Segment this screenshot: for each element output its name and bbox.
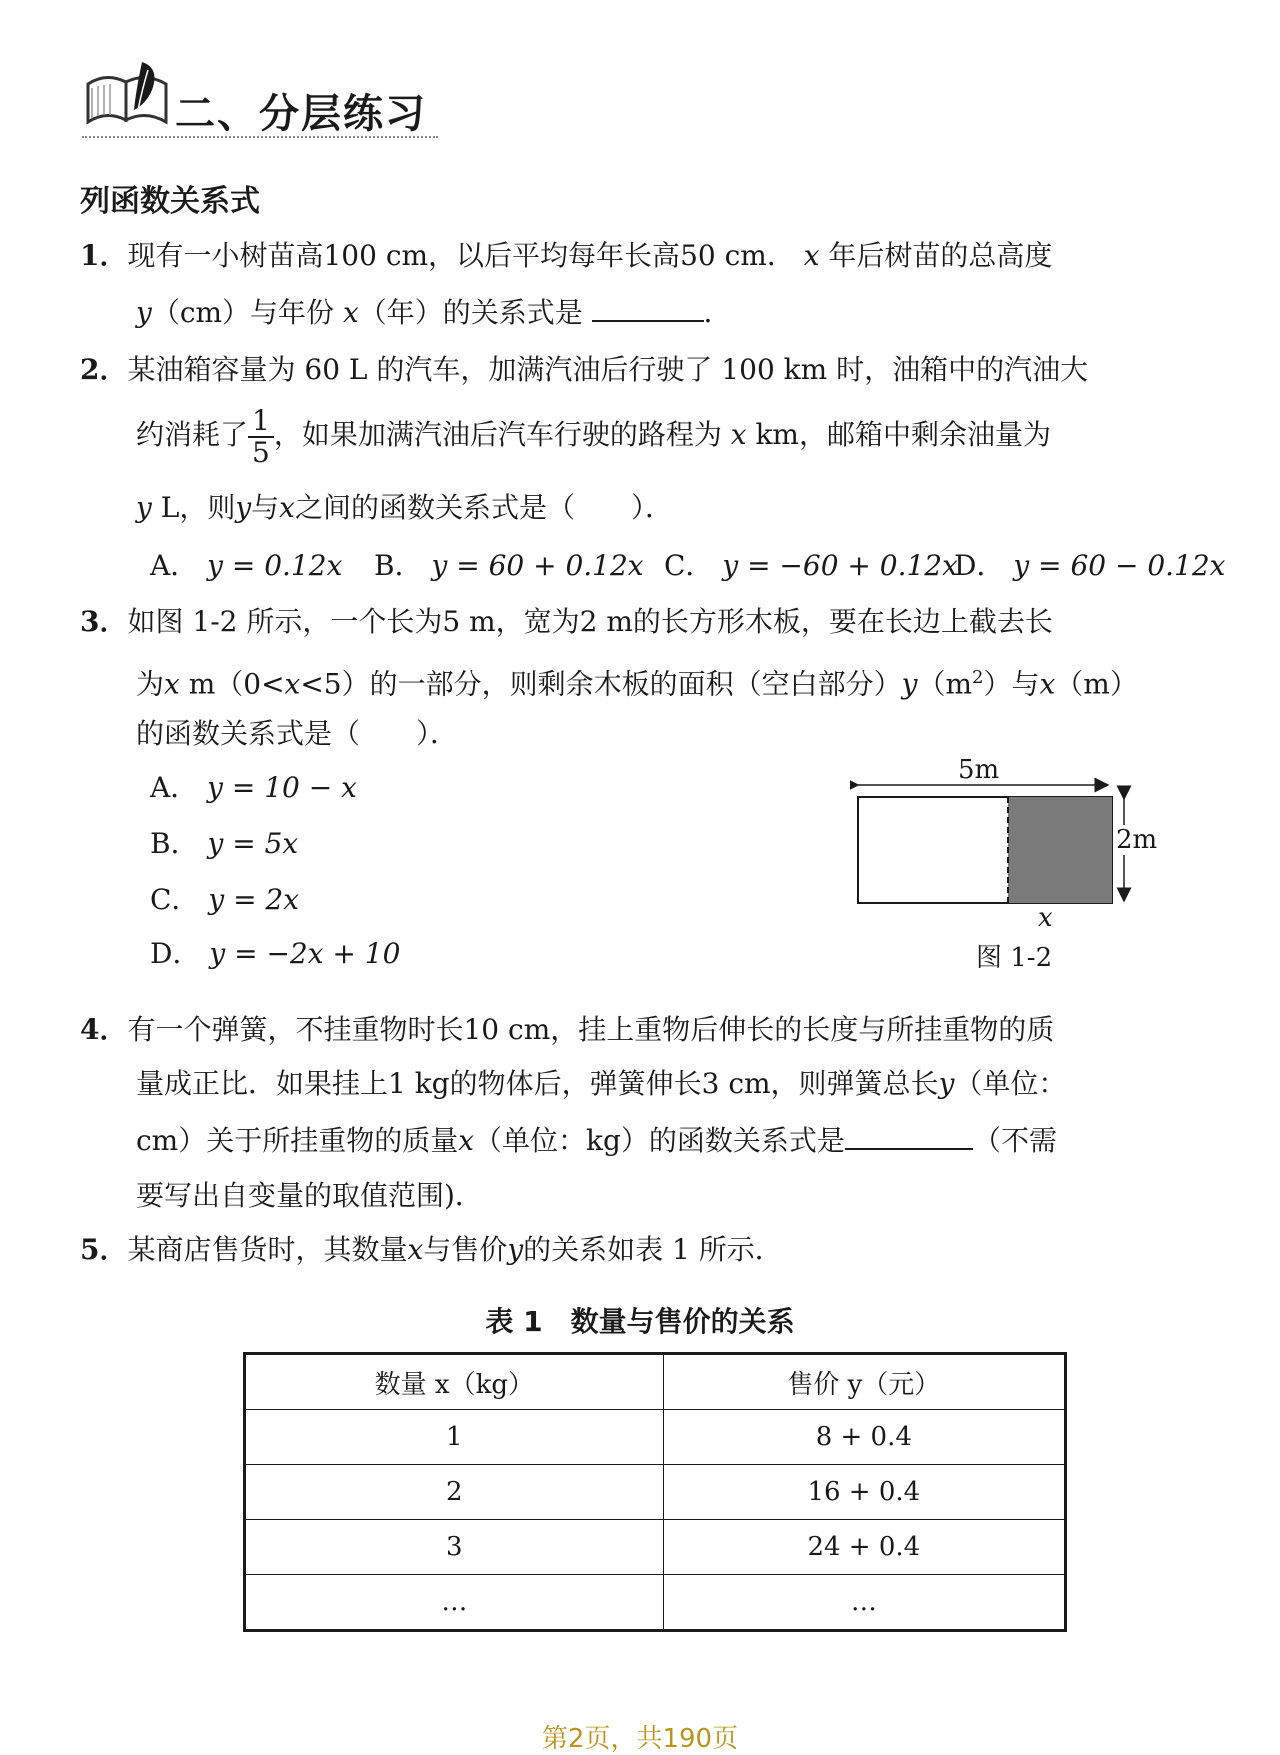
q5-number: 5． xyxy=(80,1233,128,1266)
q4-number: 4． xyxy=(80,1013,128,1046)
table-row xyxy=(245,1465,1066,1520)
table-cell: 3 xyxy=(245,1520,664,1575)
table-cell: 2 xyxy=(245,1465,664,1520)
figure-1-2 xyxy=(850,755,1158,995)
table-header-row xyxy=(245,1354,1066,1410)
q1-line1: 1．现有一小树苗高100 cm，以后平均每年长高50 cm． x 年后树苗的总高度 xyxy=(80,239,1053,272)
q3-line2: 为x m（0<x<5）的一部分，则剩余木板的面积（空白部分）$y(m^2)$与x（m） xyxy=(136,667,1138,701)
table-cell: 16 + 0.4 xyxy=(663,1465,1065,1520)
divider xyxy=(82,136,438,138)
table-cell: 1 xyxy=(245,1410,664,1465)
answer-blank[interactable] xyxy=(592,294,704,322)
q4-line3: cm）关于所挂重物的质量x（单位：kg）的函数关系式是 （不需 xyxy=(136,1124,1057,1157)
q3-line1: 3．如图 1-2 所示，一个长为5 m，宽为2 m的长方形木板，要在长边上截去长 xyxy=(80,605,1053,638)
table-cell: 8 + 0.4 xyxy=(663,1410,1065,1465)
answer-blank[interactable] xyxy=(845,1122,973,1150)
q4-line2: 量成正比．如果挂上1 kg的物体后，弹簧伸长3 cm，则弹簧总长y（单位： xyxy=(136,1067,1067,1100)
q2-number: 2． xyxy=(80,353,128,386)
figure-top-label: 5m xyxy=(958,755,1000,785)
q1-number: 1． xyxy=(80,239,128,272)
cut-region xyxy=(1008,797,1112,903)
q2-option-b[interactable]: B． y = 60 + 0.12x xyxy=(374,549,644,582)
q3-option-b[interactable]: B． y = 5x xyxy=(150,827,299,860)
fraction: $\frac{1}{5}$ xyxy=(248,406,274,468)
table-row xyxy=(245,1520,1066,1575)
q2-option-d[interactable]: D． y = 60 − 0.12x xyxy=(954,549,1226,582)
page-footer: 第2页，共190页 xyxy=(541,1724,739,1754)
q3-line3: 的函数关系式是（ ）． xyxy=(136,717,459,750)
table-cell: … xyxy=(245,1575,664,1631)
figure-side-label: 2m xyxy=(1116,825,1158,855)
q5-line1: 5．某商店售货时，其数量x与售价y的关系如表 1 所示． xyxy=(80,1233,783,1266)
quantity-price-table xyxy=(243,1352,1067,1632)
q3-number: 3． xyxy=(80,605,128,638)
q4-line4: 要写出自变量的取值范围)． xyxy=(136,1179,483,1212)
table-row xyxy=(245,1410,1066,1465)
q4-line1: 4．有一个弹簧，不挂重物时长10 cm，挂上重物后伸长的长度与所挂重物的质 xyxy=(80,1013,1055,1046)
q2-line1: 2．某油箱容量为 60 L 的汽车，加满汽油后行驶了 100 km 时，油箱中的汽油大 xyxy=(80,353,1089,386)
table-cell: … xyxy=(663,1575,1065,1631)
q2-line2: 约消耗了 $\frac{1}{5}$ ，如果加满汽油后汽车行驶的路程为 x km，邮箱中剩余油量为 xyxy=(136,403,1051,469)
table-cell: 24 + 0.4 xyxy=(663,1520,1065,1575)
q2-line3: y L，则y与x之间的函数关系式是（ ）． xyxy=(136,491,673,524)
q1-line2: y（cm）与年份 x（年）的关系式是 ． xyxy=(136,296,732,329)
table-row xyxy=(245,1575,1066,1631)
table-caption: 表 1 数量与售价的关系 xyxy=(485,1305,795,1338)
figure-bottom-label: x xyxy=(1038,903,1053,933)
sub-heading: 列函数关系式 xyxy=(80,184,260,219)
q3-option-c[interactable]: C． y = 2x xyxy=(150,883,300,916)
table-header: 数量 x（kg） xyxy=(245,1354,664,1410)
q3-option-d[interactable]: D． y = −2x + 10 xyxy=(150,937,401,970)
q2-option-c[interactable]: C． y = −60 + 0.12x xyxy=(664,549,958,582)
section-title: 二、分层练习 xyxy=(175,91,427,137)
q3-option-a[interactable]: A． y = 10 − x xyxy=(150,771,357,804)
book-leaf-icon xyxy=(82,60,172,132)
figure-caption: 图 1-2 xyxy=(976,943,1053,973)
q2-option-a[interactable]: A． y = 0.12x xyxy=(150,549,343,582)
table-header: 售价 y（元） xyxy=(663,1354,1065,1410)
